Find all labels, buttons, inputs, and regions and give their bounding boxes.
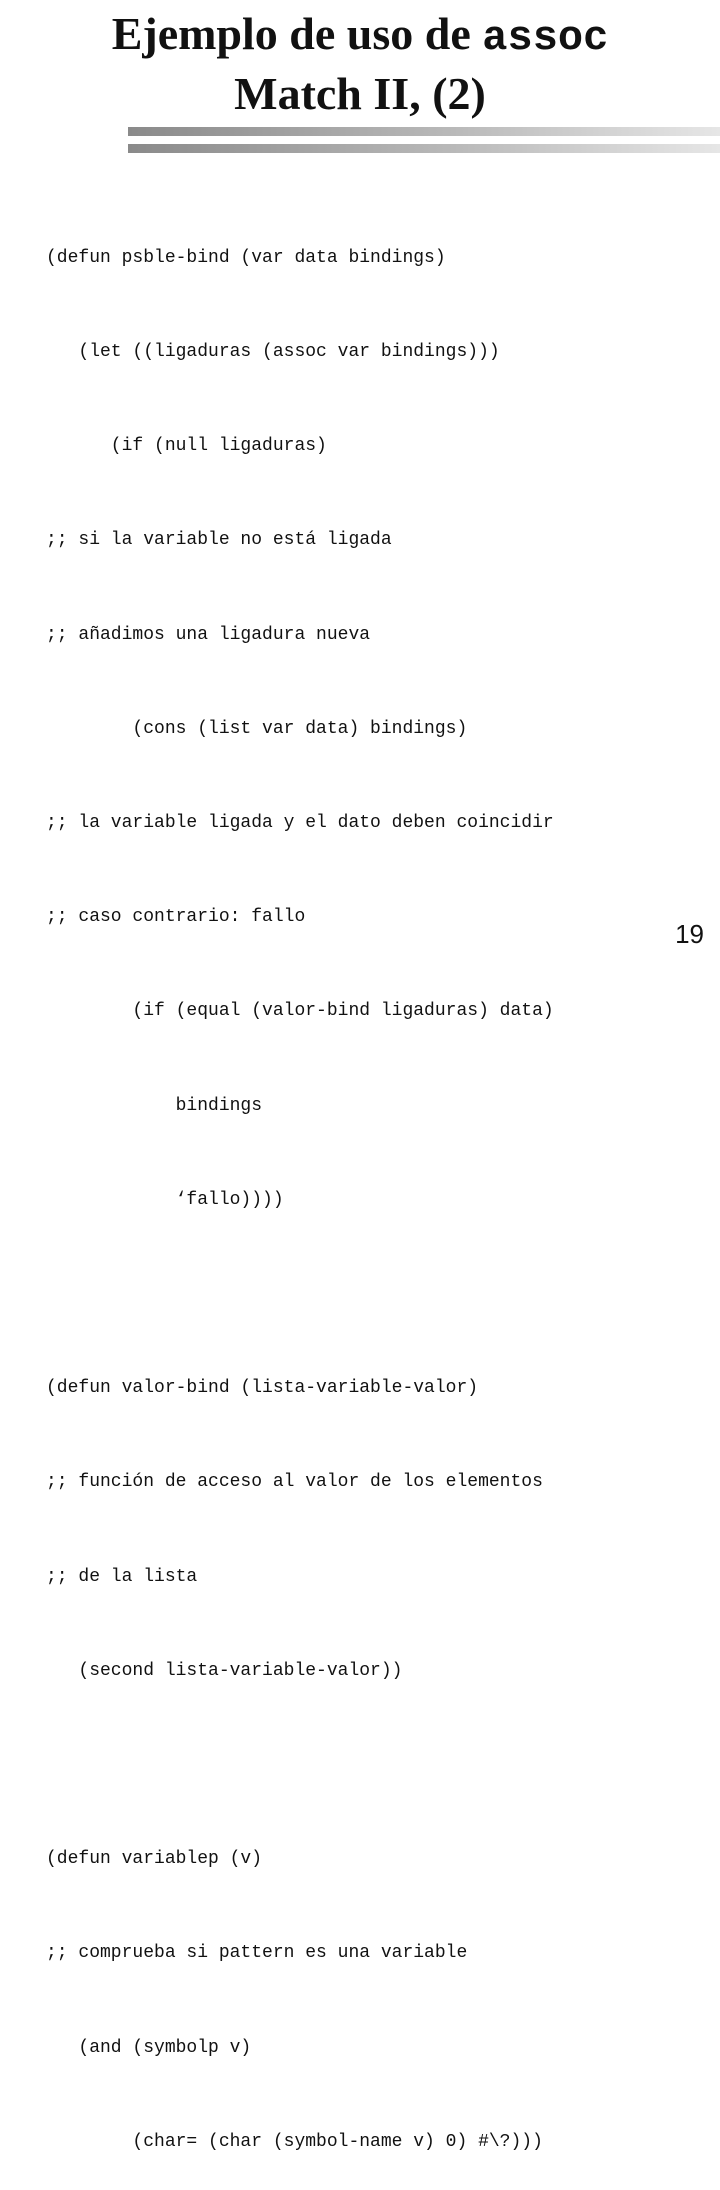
title-line-2: Match II, (2) <box>234 68 486 119</box>
title-divider-top <box>128 127 720 136</box>
code-line: (cons (list var data) bindings) <box>46 718 468 739</box>
code-comment-line: ;; comprueba si pattern es una variable <box>46 1943 468 1964</box>
code-line: ‘fallo)))) <box>46 1189 284 1210</box>
page-number: 19 <box>675 919 704 949</box>
code-line: (let ((ligaduras (assoc var bindings))) <box>46 342 500 363</box>
code-line: (if (null ligaduras) <box>46 436 327 457</box>
code-listing <box>46 180 554 2190</box>
title-line-1 <box>0 6 720 66</box>
code-comment-line: ;; la variable ligada y el dato deben coincidir <box>46 813 554 834</box>
code-blank-line <box>46 1279 554 1310</box>
code-line: (defun valor-bind (lista-variable-valor) <box>46 1378 479 1399</box>
slide-title <box>0 6 720 122</box>
code-blank-line <box>46 1750 554 1781</box>
code-line: (defun variablep (v) <box>46 1849 263 1870</box>
title-text: Ejemplo de uso de <box>111 8 483 59</box>
code-comment-line: ;; caso contrario: fallo <box>46 907 306 928</box>
title-divider-bottom <box>128 144 720 153</box>
code-comment-line: ;; de la lista <box>46 1566 198 1587</box>
code-comment-line: ;; función de acceso al valor de los elementos <box>46 1472 543 1493</box>
code-line: (second lista-variable-valor)) <box>46 1660 403 1681</box>
code-line: (if (equal (valor-bind ligaduras) data) <box>46 1001 554 1022</box>
title-code-keyword: assoc <box>482 14 609 62</box>
code-line: (defun psble-bind (var data bindings) <box>46 247 446 268</box>
code-comment-line: ;; si la variable no está ligada <box>46 530 392 551</box>
code-line: (and (symbolp v) <box>46 2037 252 2058</box>
code-line: bindings <box>46 1095 263 1116</box>
code-comment-line: ;; añadimos una ligadura nueva <box>46 624 371 645</box>
code-line: (char= (char (symbol-name v) 0) #\?))) <box>46 2131 543 2152</box>
